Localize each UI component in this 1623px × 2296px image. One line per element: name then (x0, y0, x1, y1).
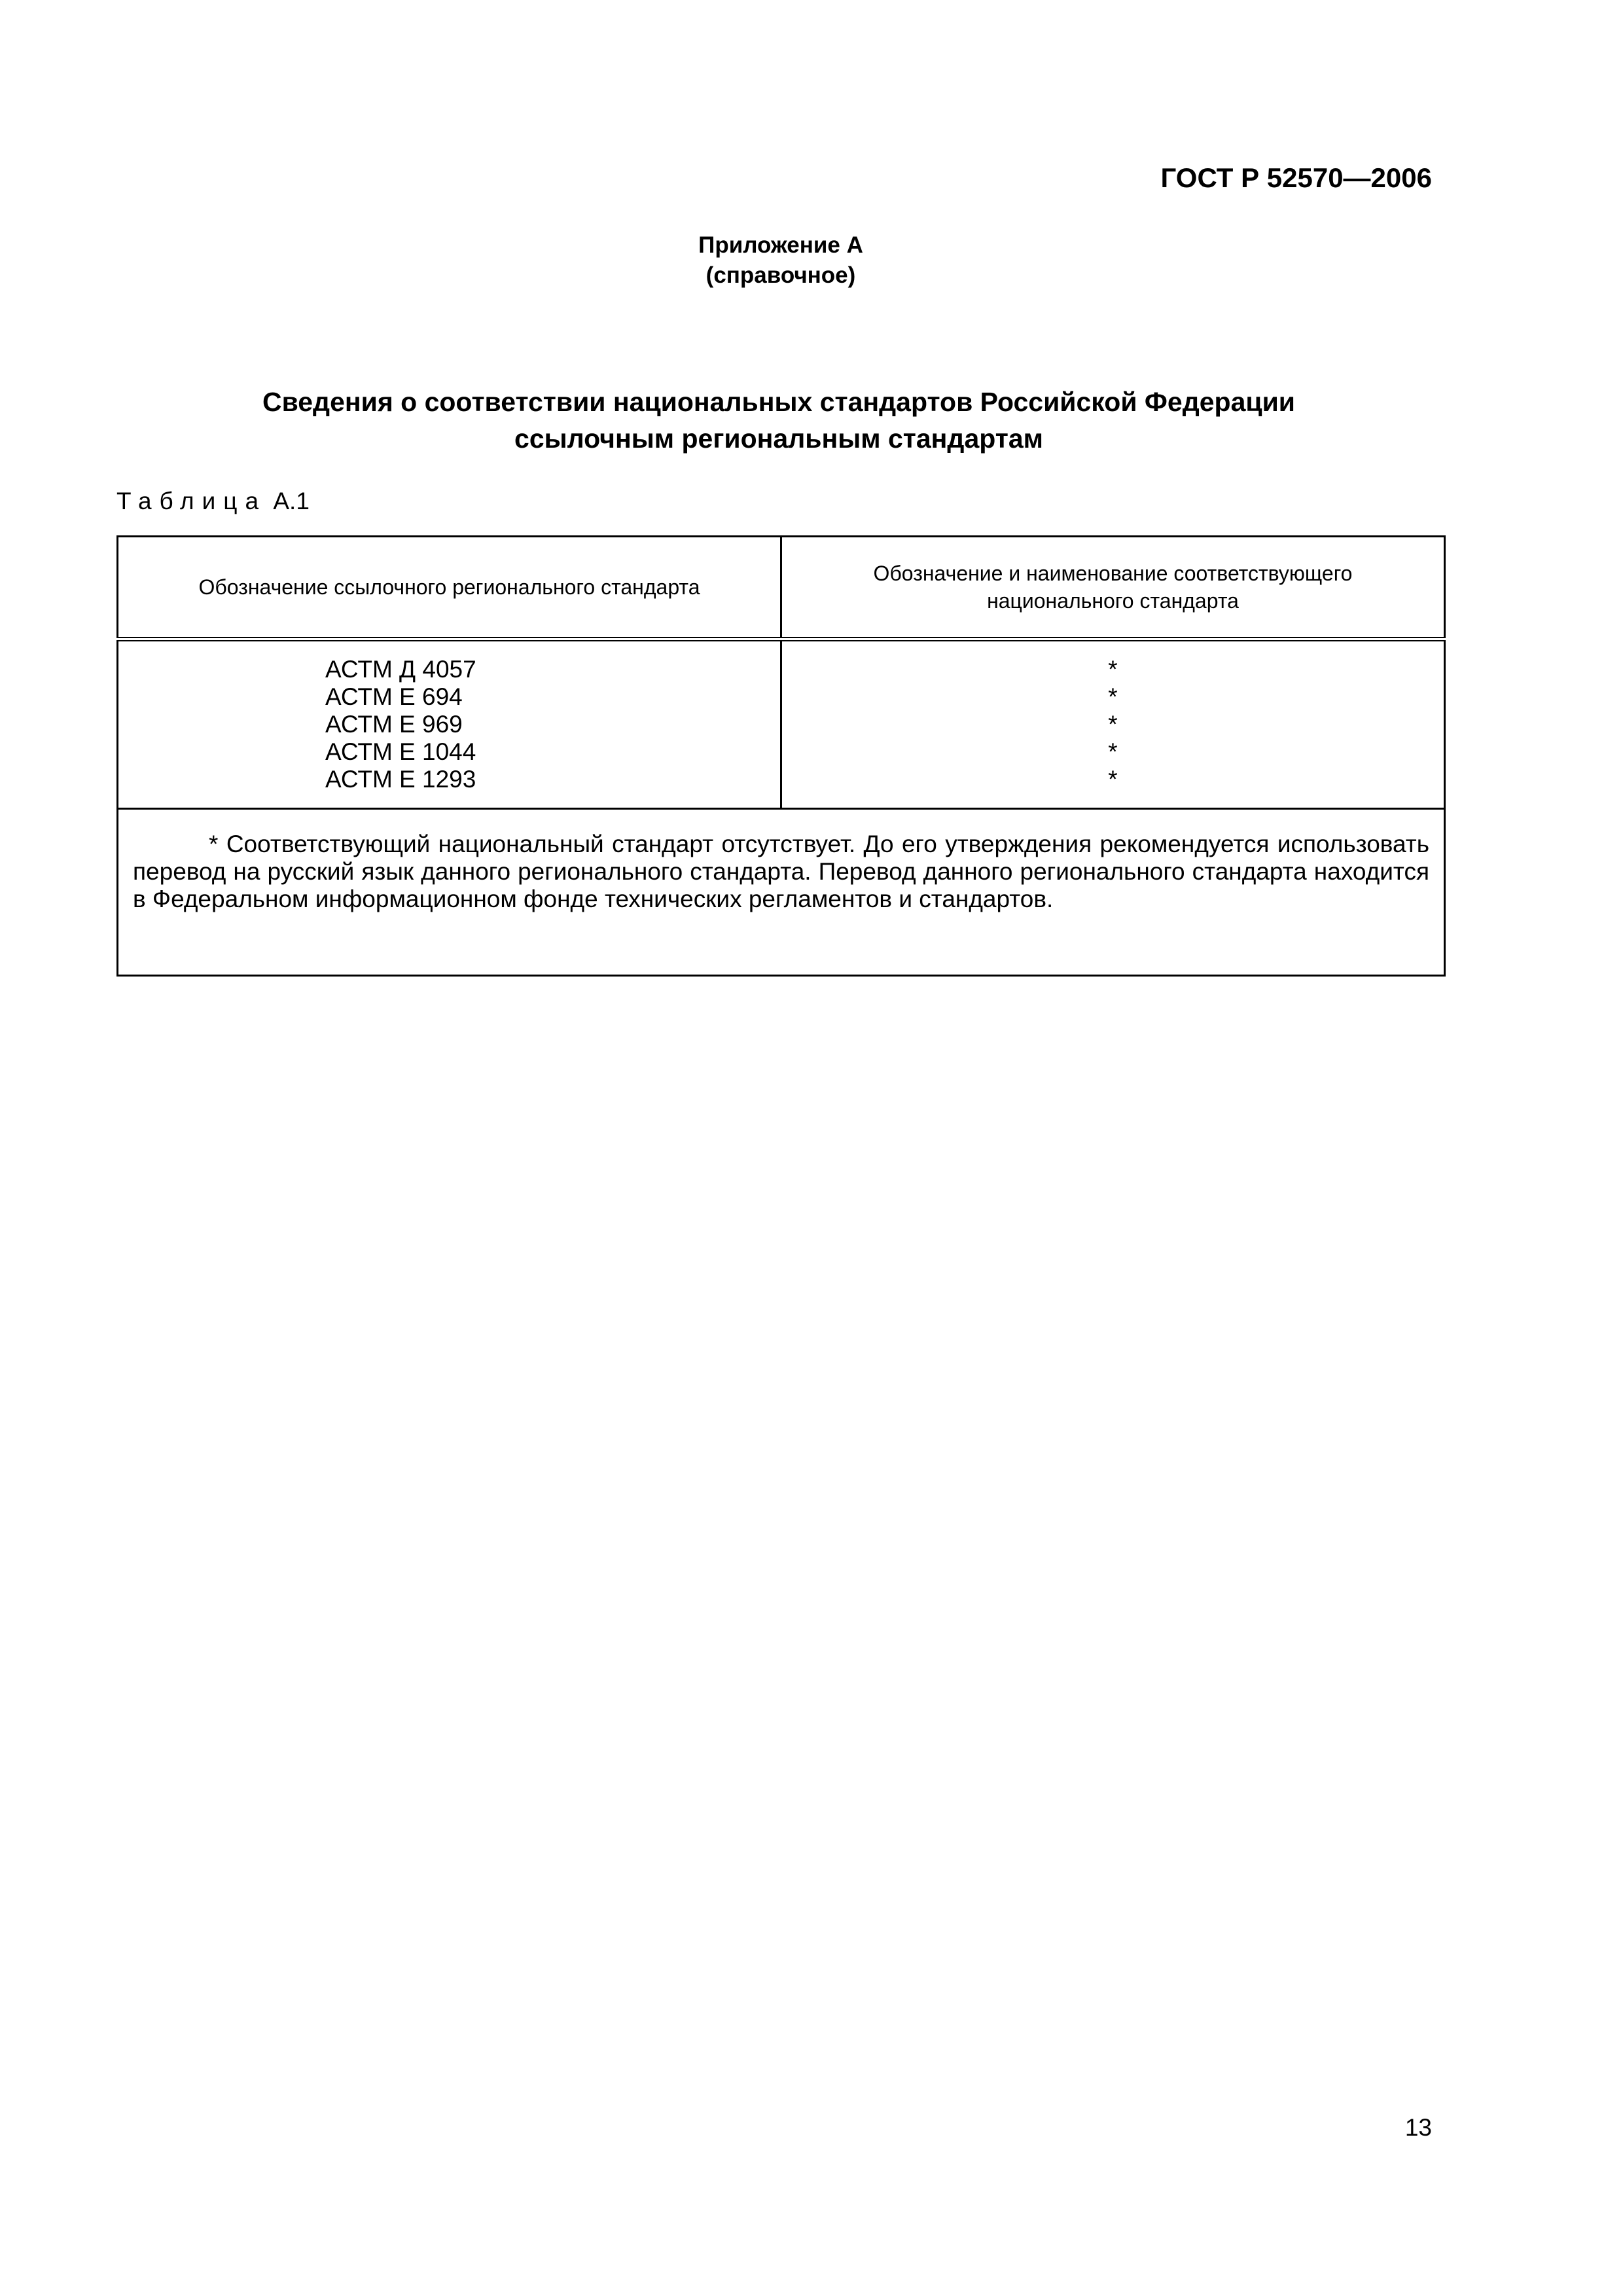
header-national-standard: Обозначение и наименование соответствующего национального стандарта (781, 537, 1445, 639)
regional-standard-item: АСТМ Е 969 (325, 711, 463, 738)
section-title-line-2: ссылочным региональным стандартам (514, 423, 1043, 454)
national-standard-item: * (1108, 766, 1118, 793)
regional-standards-list (118, 641, 780, 793)
national-standards-cell (781, 639, 1445, 809)
section-title (0, 384, 1558, 457)
regional-standard-item: АСТМ Е 1293 (325, 766, 476, 793)
appendix-title: Приложение А (698, 232, 863, 258)
footnote-mark: * (209, 831, 219, 857)
national-standard-item: * (1108, 683, 1118, 710)
national-standard-item: * (1108, 711, 1118, 738)
table-body-row (118, 639, 1445, 809)
standards-table (116, 535, 1446, 977)
table-footnote (118, 809, 1445, 976)
regional-standards-cell (118, 639, 781, 809)
header-regional-standard: Обозначение ссылочного регионального стандарта (118, 537, 781, 639)
section-title-line-1: Сведения о соответствии национальных стандартов Российской Федерации (262, 387, 1296, 417)
regional-standard-item: АСТМ Е 694 (325, 683, 463, 710)
appendix-heading (0, 230, 1561, 291)
regional-standard-item: АСТМ Д 4057 (325, 656, 476, 683)
table-footnote-row (118, 809, 1445, 976)
national-standards-list (782, 641, 1444, 793)
page-number: 13 (1404, 2114, 1432, 2141)
table-caption (116, 488, 310, 515)
national-standard-item: * (1108, 656, 1118, 683)
national-standard-item: * (1108, 738, 1118, 765)
footnote-text: Соответствующий национальный стандарт отсутствует. До его утверждения рекомендуется использовать перевод на русский язык данного регионального стандарта. Перевод данного регионального стандарта находится в Федеральном информационном фонде технических регламентов и стандартов. (133, 831, 1430, 912)
table-caption-word: Таблица (116, 488, 267, 514)
document-code: ГОСТ Р 52570—2006 (1160, 162, 1432, 193)
table-header-row (118, 537, 1445, 639)
appendix-subtitle: (справочное) (705, 262, 856, 288)
table-caption-number: А.1 (273, 488, 310, 514)
regional-standard-item: АСТМ Е 1044 (325, 738, 476, 765)
